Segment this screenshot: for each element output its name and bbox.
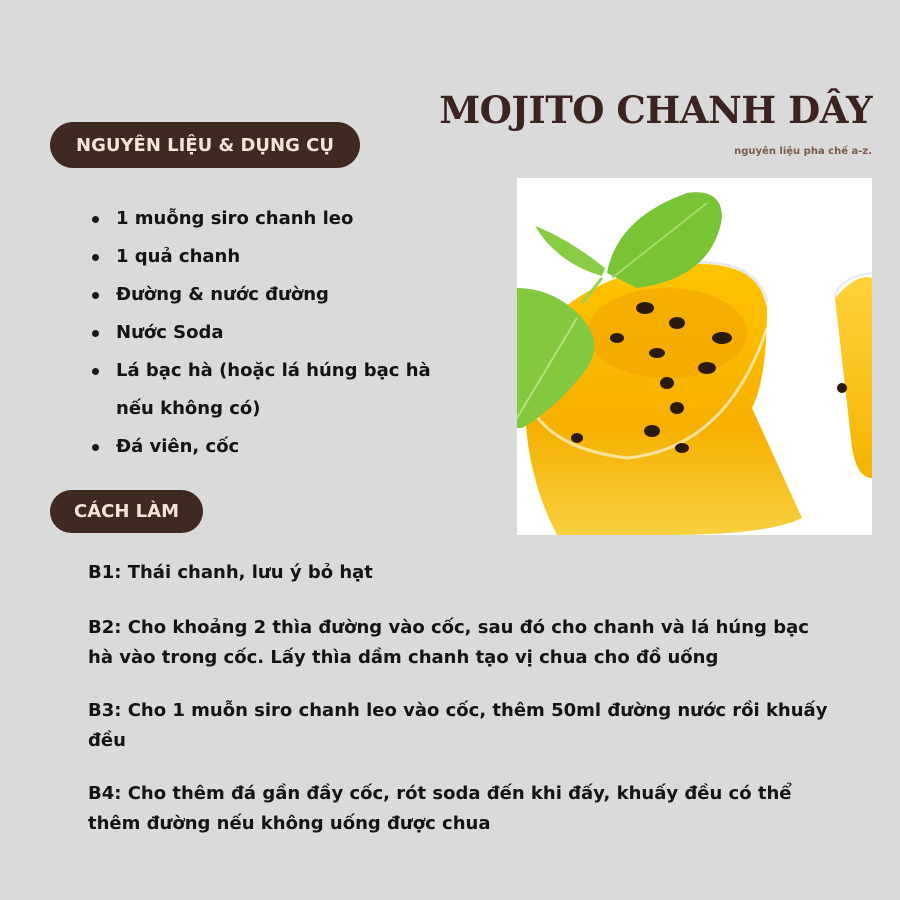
ingredient-item: Đá viên, cốc xyxy=(88,428,468,466)
ingredient-item: 1 muỗng siro chanh leo xyxy=(88,200,468,238)
ingredients-heading: NGUYÊN LIỆU & DỤNG CỤ xyxy=(50,122,360,168)
subtitle: nguyên liệu pha chế a-z. xyxy=(734,146,872,157)
ingredients-list xyxy=(88,200,468,466)
step-4: B4: Cho thêm đá gần đầy cốc, rót soda đến khi đấy, khuấy đều có thể thêm đường nếu không uống được chua xyxy=(88,783,792,834)
drink-photo xyxy=(517,178,872,535)
ingredient-item: Lá bạc hà (hoặc lá húng bạc hà nếu không có) xyxy=(88,352,468,428)
ingredient-item: Nước Soda xyxy=(88,314,468,352)
step-2: B2: Cho khoảng 2 thìa đường vào cốc, sau đó cho chanh và lá húng bạc hà vào trong cốc. Lấy thìa dầm chanh tạo vị chua cho đồ uống xyxy=(88,617,809,668)
method-steps xyxy=(88,558,828,862)
method-heading: CÁCH LÀM xyxy=(50,490,203,533)
step-3: B3: Cho 1 muỗn siro chanh leo vào cốc, thêm 50ml đường nước rồi khuấy đều xyxy=(88,700,828,751)
ingredient-item: 1 quả chanh xyxy=(88,238,468,276)
step-1: B1: Thái chanh, lưu ý bỏ hạt xyxy=(88,562,373,583)
page-title: MOJITO CHANH DÂY xyxy=(439,88,872,132)
passion-fruit-mojito-illustration xyxy=(517,178,872,535)
ingredient-item: Đường & nước đường xyxy=(88,276,468,314)
